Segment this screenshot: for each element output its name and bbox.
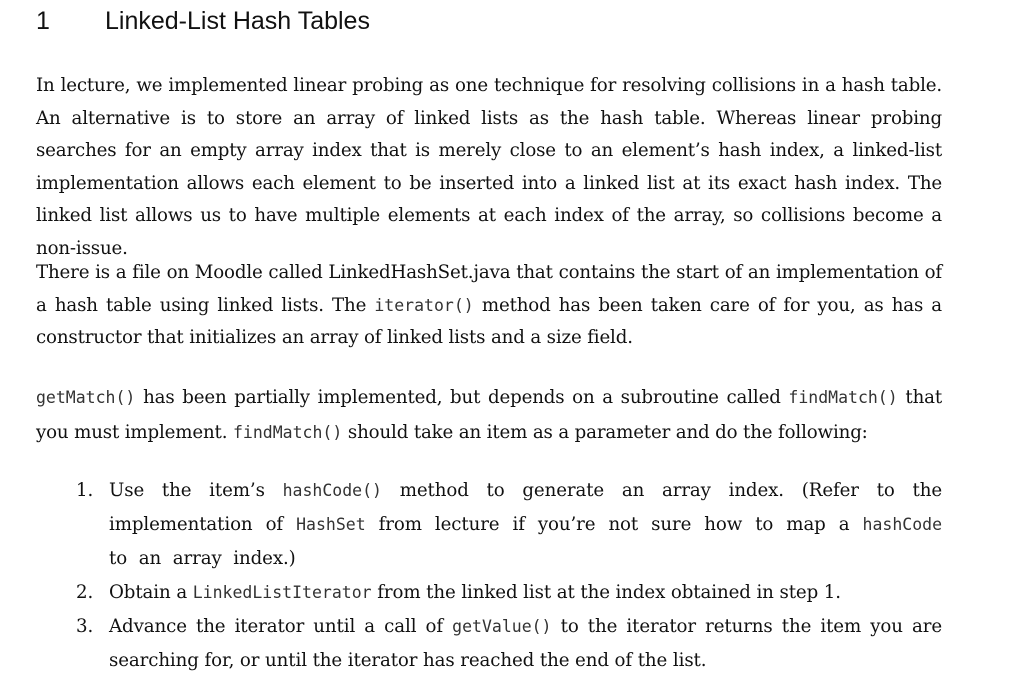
paragraph-intro: In lecture, we implemented linear probing as one technique for resolving collisions in a hash table. An alternative is to store an array of linked lists as the hash table. Whereas linear probing searches for an empty array index that is merely close to an element’s hash index, a linked-list implementation allows each element to be inserted into a linked list at its exact hash index. The linked list allows us to have multiple elements at each index of the array, so collisions become a non-issue. (36, 75, 942, 259)
step-text: Advance the iterator until a call of (109, 616, 444, 637)
step-text: from the linked list at the index obtained in step 1. (377, 582, 841, 603)
step-text: method to generate an array index. (Refer to the implementation of (109, 480, 942, 535)
code-getvalue: getValue() (452, 617, 552, 636)
list-item (72, 610, 942, 678)
paragraph-text: that you must implement. (36, 387, 942, 443)
code-hashcode: hashCode (862, 515, 943, 534)
paragraph-text: has been partially implemented, but depends on a subroutine called (143, 387, 781, 408)
paragraph-file-description (36, 257, 942, 355)
paragraph-text: There is a file on Moodle called LinkedHashSet.java that contains the start of an implementation of a hash table using linked lists. The (36, 262, 942, 316)
code-getmatch: getMatch() (36, 388, 136, 407)
paragraph-text: method has been taken care of for you, as has a constructor that initializes an array of linked lists and a size field. (36, 294, 942, 348)
code-hashcode-method: hashCode() (282, 481, 382, 500)
list-marker: 3. (76, 616, 94, 637)
section-heading (36, 4, 370, 38)
list-marker: 1. (76, 480, 94, 501)
step-text: to the iterator returns the item you are searching for, or until the iterator has reached the end of the list. (109, 616, 942, 671)
steps-list (72, 474, 942, 678)
paragraph-text: should take an item as a parameter and do the following: (347, 421, 868, 443)
list-item (72, 474, 942, 576)
section-title: Linked-List Hash Tables (105, 6, 370, 35)
paragraph-getmatch (36, 381, 942, 450)
code-iterator: iterator() (374, 295, 474, 315)
step-text: Obtain a (109, 582, 188, 603)
list-item (72, 576, 942, 610)
code-linkedlistiterator: LinkedListIterator (192, 583, 372, 602)
code-hashset: HashSet (296, 515, 366, 534)
list-marker: 2. (76, 582, 94, 603)
code-findmatch: findMatch() (788, 388, 898, 407)
step-text: from lecture if you’re not sure how to map a (378, 514, 850, 535)
section-number: 1 (36, 6, 50, 35)
step-text: Use the item’s (109, 480, 265, 501)
step-text: to an array index.) (109, 548, 296, 569)
code-findmatch: findMatch() (233, 422, 343, 442)
